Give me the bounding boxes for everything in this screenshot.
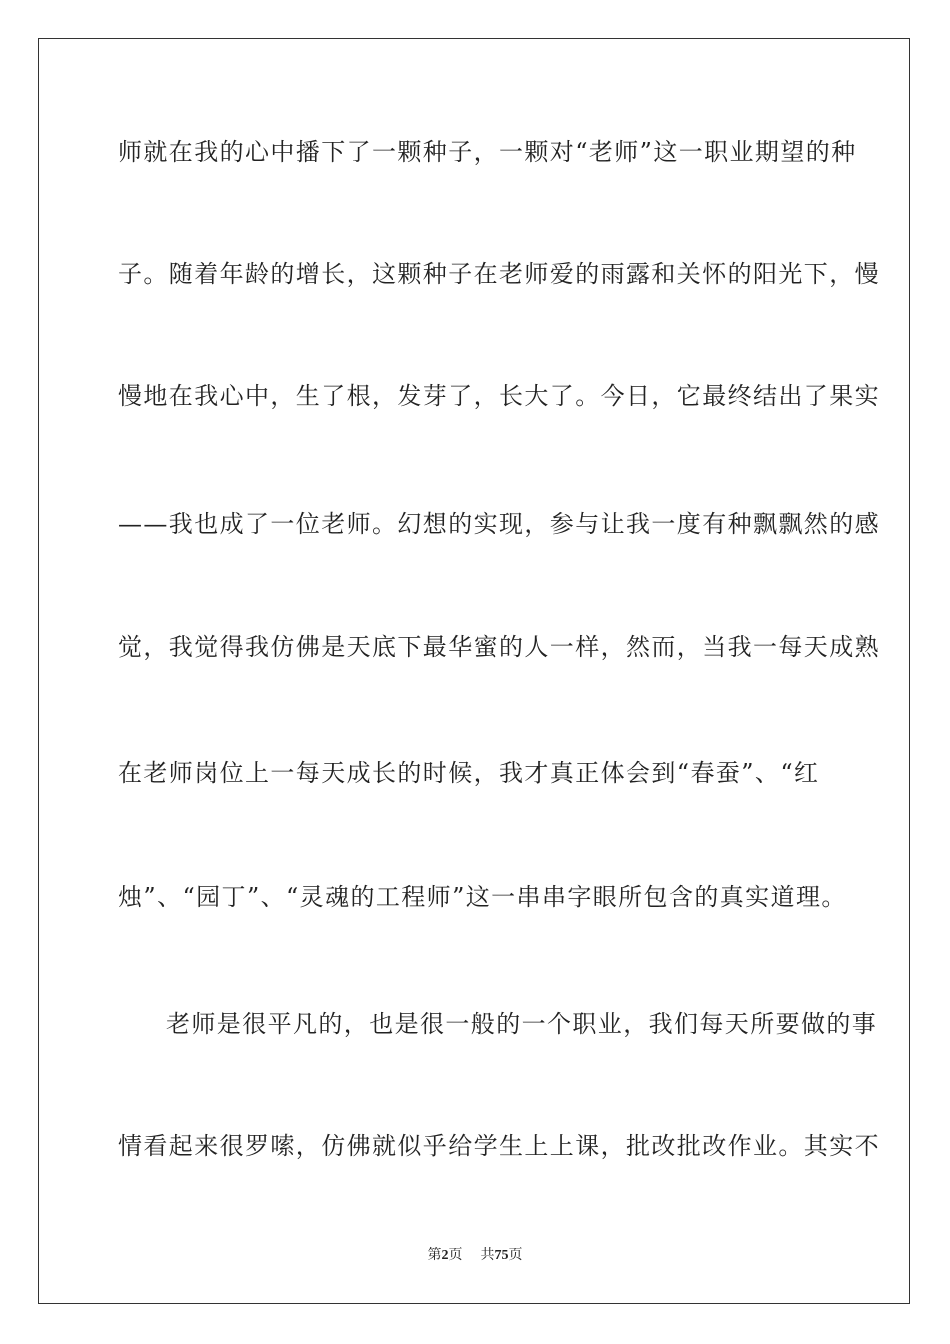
body-text-line: 子。随着年龄的增长，这颗种子在老师爱的雨露和关怀的阳光下，慢 bbox=[118, 260, 880, 288]
page-current: 2 bbox=[441, 1248, 449, 1263]
paragraph-start-line: 老师是很平凡的，也是很一般的一个职业，我们每天所要做的事 bbox=[166, 1010, 878, 1038]
page-suffix: 页 bbox=[448, 1247, 463, 1263]
body-text-line: 烛”、“园丁”、“灵魂的工程师”这一串串字眼所包含的真实道理。 bbox=[118, 883, 847, 911]
page-total: 75 bbox=[494, 1248, 509, 1263]
page-border bbox=[38, 38, 910, 1304]
page-number-footer bbox=[0, 1245, 950, 1266]
body-text-line: 情看起来很罗嗦，仿佛就似乎给学生上上课，批改批改作业。其实不 bbox=[118, 1132, 880, 1160]
body-text-line: ——我也成了一位老师。幻想的实现，参与让我一度有种飘飘然的感 bbox=[118, 510, 880, 538]
total-prefix: 共 bbox=[480, 1247, 495, 1263]
body-text-line: 觉，我觉得我仿佛是天底下最华蜜的人一样，然而，当我一每天成熟 bbox=[118, 633, 880, 661]
body-text-line: 慢地在我心中，生了根，发芽了，长大了。今日，它最终结出了果实 bbox=[118, 382, 880, 410]
page-prefix: 第 bbox=[427, 1247, 442, 1263]
body-text-line: 在老师岗位上一每天成长的时候，我才真正体会到“春蚕”、“红 bbox=[118, 759, 820, 787]
total-suffix: 页 bbox=[508, 1247, 523, 1263]
body-text-line: 师就在我的心中播下了一颗种子，一颗对“老师”这一职业期望的种 bbox=[118, 138, 857, 166]
